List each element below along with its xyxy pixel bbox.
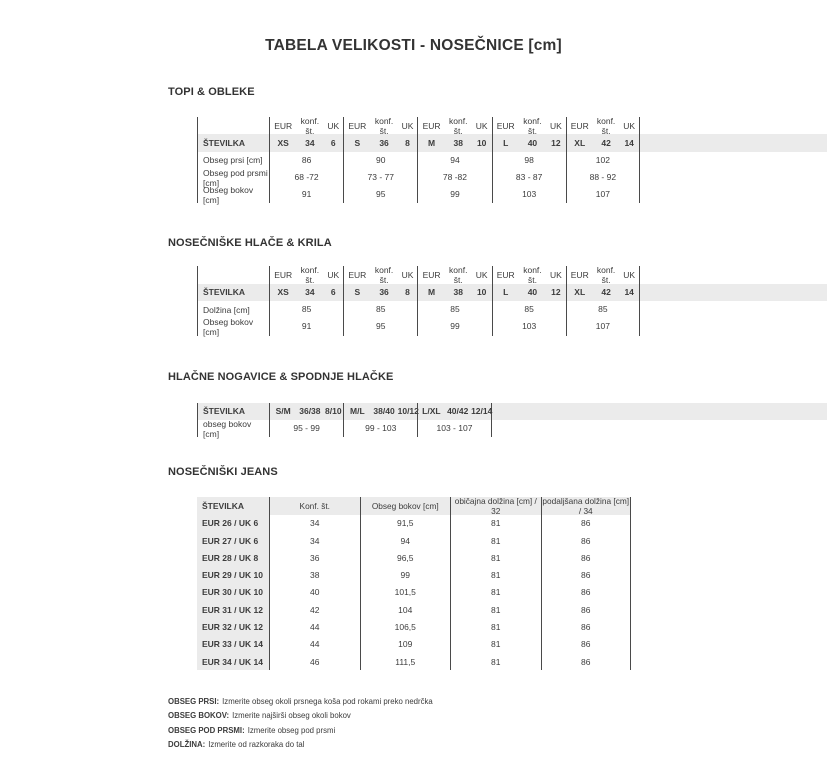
col-header-eur: EUR bbox=[496, 270, 515, 281]
tops-size-group bbox=[269, 134, 343, 151]
col-header-uk: UK bbox=[401, 270, 414, 281]
tights-size-group bbox=[269, 403, 343, 420]
col-header-konf: konf. št. bbox=[300, 265, 320, 286]
pants-size-group bbox=[492, 284, 566, 301]
col-header-konf: konf. št. bbox=[596, 265, 616, 286]
pants-subheader-group bbox=[417, 265, 491, 286]
col-header-eur: EUR bbox=[274, 270, 293, 281]
size-konf: 34 bbox=[305, 137, 315, 148]
cell-value: 85 bbox=[492, 301, 566, 318]
size-konf: 36/38 bbox=[299, 406, 321, 417]
size-uk: 8 bbox=[405, 137, 410, 148]
tops-size-group bbox=[492, 134, 566, 151]
size-table-pants bbox=[197, 265, 827, 338]
row-label: Obseg bokov [cm] bbox=[197, 186, 269, 203]
cell-value: 40 bbox=[269, 584, 360, 601]
size-konf: 42 bbox=[601, 287, 611, 298]
cell-value: 85 bbox=[417, 301, 491, 318]
cell-value: 109 bbox=[360, 636, 451, 653]
size-eur: M bbox=[428, 137, 436, 148]
table-row bbox=[197, 584, 827, 601]
table-row bbox=[197, 601, 827, 618]
footnote-text: Izmerite obseg okoli prsnega koša pod rokami preko nedrčka bbox=[222, 697, 433, 707]
col-header-konf: konf. št. bbox=[523, 265, 542, 286]
cell-value: 86 bbox=[541, 618, 632, 635]
col-header-uk: UK bbox=[327, 270, 340, 281]
size-eur: S bbox=[354, 137, 361, 148]
cell-value: 86 bbox=[269, 152, 343, 169]
cell-value: 99 bbox=[417, 318, 491, 335]
table-row bbox=[197, 301, 827, 318]
row-label: EUR 27 / UK 6 bbox=[197, 532, 269, 549]
cell-value: 68 -72 bbox=[269, 169, 343, 186]
measurement-footnotes bbox=[168, 695, 827, 752]
cell-value: 44 bbox=[269, 636, 360, 653]
cell-value: 85 bbox=[269, 301, 343, 318]
col-header-uk: UK bbox=[549, 270, 562, 281]
cell-value: 81 bbox=[450, 566, 541, 583]
cell-value: 98 bbox=[492, 152, 566, 169]
table-row bbox=[197, 152, 827, 169]
cell-value: 102 bbox=[566, 152, 640, 169]
footnote-text: Izmerite obseg pod prsmi bbox=[247, 725, 336, 735]
pants-subheader-row bbox=[197, 265, 827, 286]
footnote-label: OBSEG PRSI: bbox=[168, 697, 220, 707]
table-row bbox=[197, 653, 827, 670]
cell-value: 90 bbox=[343, 152, 417, 169]
size-konf: 40 bbox=[527, 137, 538, 148]
size-konf: 42 bbox=[601, 137, 611, 148]
table-row bbox=[197, 566, 827, 583]
cell-value: 94 bbox=[417, 152, 491, 169]
size-table-tights bbox=[197, 403, 827, 438]
cell-value: 111,5 bbox=[360, 653, 451, 670]
row-label: Obseg prsi [cm] bbox=[197, 152, 269, 169]
size-row-label: ŠTEVILKA bbox=[197, 284, 269, 301]
size-eur: S/M bbox=[275, 406, 291, 417]
tops-size-group bbox=[343, 134, 417, 151]
size-konf: 40/42 bbox=[447, 406, 469, 417]
footnote-obseg-bokov bbox=[168, 709, 827, 723]
footnote-label: OBSEG BOKOV: bbox=[168, 711, 230, 721]
row-label: EUR 33 / UK 14 bbox=[197, 636, 269, 653]
col-header-uk: UK bbox=[549, 120, 562, 131]
size-uk: 12 bbox=[551, 287, 561, 298]
cell-value: 81 bbox=[450, 653, 541, 670]
cell-value: 81 bbox=[450, 636, 541, 653]
pants-subheader-group bbox=[269, 265, 343, 286]
page-title: TABELA VELIKOSTI - NOSEČNICE [cm] bbox=[265, 37, 562, 54]
size-konf: 36 bbox=[379, 137, 389, 148]
cell-value: 44 bbox=[269, 618, 360, 635]
cell-value: 81 bbox=[450, 515, 541, 532]
cell-value: 78 -82 bbox=[417, 169, 491, 186]
cell-value: 86 bbox=[541, 601, 632, 618]
col-header-eur: EUR bbox=[348, 120, 367, 131]
size-eur: L bbox=[503, 137, 509, 148]
size-uk: 6 bbox=[330, 137, 336, 148]
cell-value: 81 bbox=[450, 584, 541, 601]
size-eur: L/XL bbox=[422, 406, 441, 417]
jeans-col-header: ŠTEVILKA bbox=[197, 497, 269, 514]
tops-subheader-empty bbox=[197, 117, 269, 134]
size-eur: XL bbox=[574, 137, 586, 148]
cell-value: 104 bbox=[360, 601, 451, 618]
cell-value: 99 bbox=[360, 566, 451, 583]
row-label: Obseg pod prsmi [cm] bbox=[197, 169, 269, 186]
row-label: EUR 28 / UK 8 bbox=[197, 549, 269, 566]
tops-subheader-group bbox=[492, 117, 566, 134]
size-eur: S bbox=[354, 287, 361, 298]
tights-size-group bbox=[343, 403, 417, 420]
size-eur: L bbox=[503, 287, 509, 298]
size-row-label: ŠTEVILKA bbox=[197, 134, 269, 151]
col-header-uk: UK bbox=[401, 120, 414, 131]
size-konf: 38 bbox=[453, 287, 463, 298]
cell-value: 101,5 bbox=[360, 584, 451, 601]
row-label: EUR 30 / UK 10 bbox=[197, 584, 269, 601]
tops-size-group bbox=[566, 134, 640, 151]
cell-value: 86 bbox=[541, 515, 632, 532]
cell-value: 81 bbox=[450, 532, 541, 549]
size-eur: XS bbox=[277, 287, 289, 298]
cell-value: 103 bbox=[492, 186, 566, 203]
col-header-eur: EUR bbox=[570, 270, 589, 281]
pants-size-group bbox=[566, 284, 640, 301]
size-uk: 12 bbox=[551, 137, 561, 148]
jeans-header-row bbox=[197, 497, 827, 514]
cell-value: 86 bbox=[541, 584, 632, 601]
cell-value: 91,5 bbox=[360, 515, 451, 532]
footnote-label: DOLŽINA: bbox=[168, 739, 206, 749]
cell-value: 88 - 92 bbox=[566, 169, 640, 186]
cell-value: 85 bbox=[343, 301, 417, 318]
row-label: EUR 31 / UK 12 bbox=[197, 601, 269, 618]
cell-value: 95 bbox=[343, 318, 417, 335]
tops-size-group bbox=[417, 134, 491, 151]
cell-value: 103 - 107 bbox=[417, 420, 491, 437]
col-header-eur: EUR bbox=[422, 120, 441, 131]
cell-value: 99 - 103 bbox=[343, 420, 417, 437]
size-eur: M bbox=[428, 287, 436, 298]
cell-value: 94 bbox=[360, 532, 451, 549]
table-row bbox=[197, 515, 827, 532]
jeans-col-header: Konf. št. bbox=[269, 497, 360, 514]
cell-value: 73 - 77 bbox=[343, 169, 417, 186]
col-header-uk: UK bbox=[475, 270, 488, 281]
pants-subheader-group bbox=[343, 265, 417, 286]
jeans-col-header: običajna dolžina [cm] / 32 bbox=[450, 497, 541, 514]
col-header-konf: konf. št. bbox=[449, 265, 468, 286]
tights-size-row bbox=[197, 403, 827, 420]
col-header-eur: EUR bbox=[348, 270, 367, 281]
size-uk: 14 bbox=[624, 137, 634, 148]
table-row bbox=[197, 317, 827, 338]
size-uk: 10/12 bbox=[397, 406, 419, 417]
footnote-dolzina bbox=[168, 738, 827, 752]
tops-subheader-row bbox=[197, 117, 827, 134]
size-konf: 34 bbox=[305, 287, 315, 298]
size-eur: XS bbox=[277, 137, 289, 148]
cell-value: 86 bbox=[541, 532, 632, 549]
table-row bbox=[197, 618, 827, 635]
size-konf: 36 bbox=[379, 287, 389, 298]
col-header-uk: UK bbox=[623, 120, 636, 131]
cell-value: 34 bbox=[269, 532, 360, 549]
size-uk: 8 bbox=[405, 287, 410, 298]
size-uk: 12/14 bbox=[471, 406, 493, 417]
jeans-col-header: Obseg bokov [cm] bbox=[360, 497, 451, 514]
col-header-eur: EUR bbox=[570, 120, 589, 131]
cell-value: 107 bbox=[566, 186, 640, 203]
section-heading-tights: HLAČNE NOGAVICE & SPODNJE HLAČKE bbox=[168, 370, 394, 383]
cell-value: 38 bbox=[269, 566, 360, 583]
tops-subheader-group bbox=[566, 117, 640, 134]
size-uk: 14 bbox=[624, 287, 634, 298]
col-header-uk: UK bbox=[475, 120, 488, 131]
size-eur: XL bbox=[574, 287, 586, 298]
cell-value: 103 bbox=[492, 318, 566, 335]
footnote-label: OBSEG POD PRSMI: bbox=[168, 725, 245, 735]
size-uk: 10 bbox=[476, 287, 487, 298]
pants-subheader-empty bbox=[197, 266, 269, 283]
footnote-obseg-prsi bbox=[168, 695, 827, 709]
footnote-obseg-pod-prsmi bbox=[168, 724, 827, 738]
row-label: EUR 32 / UK 12 bbox=[197, 618, 269, 635]
cell-value: 86 bbox=[541, 636, 632, 653]
tops-size-row bbox=[197, 134, 827, 151]
size-uk: 10 bbox=[476, 137, 487, 148]
size-uk: 8/10 bbox=[325, 406, 342, 417]
col-header-konf: konf. št. bbox=[596, 115, 616, 136]
cell-value: 99 bbox=[417, 186, 491, 203]
col-header-uk: UK bbox=[327, 120, 340, 131]
row-label: obseg bokov [cm] bbox=[197, 420, 269, 437]
cell-value: 83 - 87 bbox=[492, 169, 566, 186]
pants-subheader-group bbox=[566, 265, 640, 286]
size-row-label: ŠTEVILKA bbox=[197, 403, 269, 420]
row-label: EUR 26 / UK 6 bbox=[197, 515, 269, 532]
col-header-konf: konf. št. bbox=[374, 115, 394, 136]
table-row bbox=[197, 186, 827, 203]
size-konf: 40 bbox=[527, 287, 538, 298]
pants-subheader-group bbox=[492, 265, 566, 286]
tights-size-group bbox=[417, 403, 491, 420]
size-eur: M/L bbox=[350, 406, 365, 417]
tops-subheader-group bbox=[417, 117, 491, 134]
cell-value: 95 bbox=[343, 186, 417, 203]
cell-value: 86 bbox=[541, 549, 632, 566]
row-label: Obseg bokov [cm] bbox=[197, 318, 269, 335]
pants-size-group bbox=[269, 284, 343, 301]
table-row bbox=[197, 420, 827, 437]
row-label: EUR 29 / UK 10 bbox=[197, 566, 269, 583]
cell-value: 81 bbox=[450, 618, 541, 635]
pants-size-group bbox=[417, 284, 491, 301]
col-header-eur: EUR bbox=[422, 270, 441, 281]
cell-value: 85 bbox=[566, 301, 640, 318]
row-label: Dolžina [cm] bbox=[197, 301, 269, 318]
cell-value: 96,5 bbox=[360, 549, 451, 566]
pants-size-group bbox=[343, 284, 417, 301]
table-row bbox=[197, 549, 827, 566]
cell-value: 34 bbox=[269, 515, 360, 532]
cell-value: 86 bbox=[541, 566, 632, 583]
cell-value: 107 bbox=[566, 318, 640, 335]
cell-value: 106,5 bbox=[360, 618, 451, 635]
footnote-text: Izmerite najširši obseg okoli bokov bbox=[232, 711, 351, 721]
cell-value: 91 bbox=[269, 318, 343, 335]
section-heading-jeans: NOSEČNIŠKI JEANS bbox=[168, 466, 278, 479]
col-header-konf: konf. št. bbox=[449, 115, 468, 136]
cell-value: 36 bbox=[269, 549, 360, 566]
cell-value: 81 bbox=[450, 601, 541, 618]
table-row bbox=[197, 636, 827, 653]
section-heading-pants: NOSEČNIŠKE HLAČE & KRILA bbox=[168, 237, 332, 250]
table-row bbox=[197, 532, 827, 549]
cell-value: 95 - 99 bbox=[269, 420, 343, 437]
size-konf: 38/40 bbox=[373, 406, 395, 417]
cell-value: 42 bbox=[269, 601, 360, 618]
size-konf: 38 bbox=[453, 137, 463, 148]
tops-subheader-group bbox=[269, 117, 343, 134]
jeans-col-header: podaljšana dolžina [cm] / 34 bbox=[542, 495, 630, 516]
col-header-konf: konf. št. bbox=[374, 265, 394, 286]
footnote-text: Izmerite od razkoraka do tal bbox=[208, 739, 305, 749]
section-heading-tops: TOPI & OBLEKE bbox=[168, 86, 255, 98]
col-header-konf: konf. št. bbox=[523, 115, 542, 136]
pants-size-row bbox=[197, 284, 827, 301]
cell-value: 86 bbox=[541, 653, 632, 670]
cell-value: 81 bbox=[450, 549, 541, 566]
size-table-tops bbox=[197, 117, 827, 203]
col-header-konf: konf. št. bbox=[300, 115, 320, 136]
col-header-eur: EUR bbox=[496, 120, 515, 131]
cell-value: 46 bbox=[269, 653, 360, 670]
row-label: EUR 34 / UK 14 bbox=[197, 653, 269, 670]
table-row bbox=[197, 169, 827, 186]
cell-value: 91 bbox=[269, 186, 343, 203]
size-uk: 6 bbox=[330, 287, 336, 298]
col-header-uk: UK bbox=[623, 270, 636, 281]
tops-subheader-group bbox=[343, 117, 417, 134]
col-header-eur: EUR bbox=[274, 120, 293, 131]
size-table-jeans bbox=[197, 497, 827, 670]
